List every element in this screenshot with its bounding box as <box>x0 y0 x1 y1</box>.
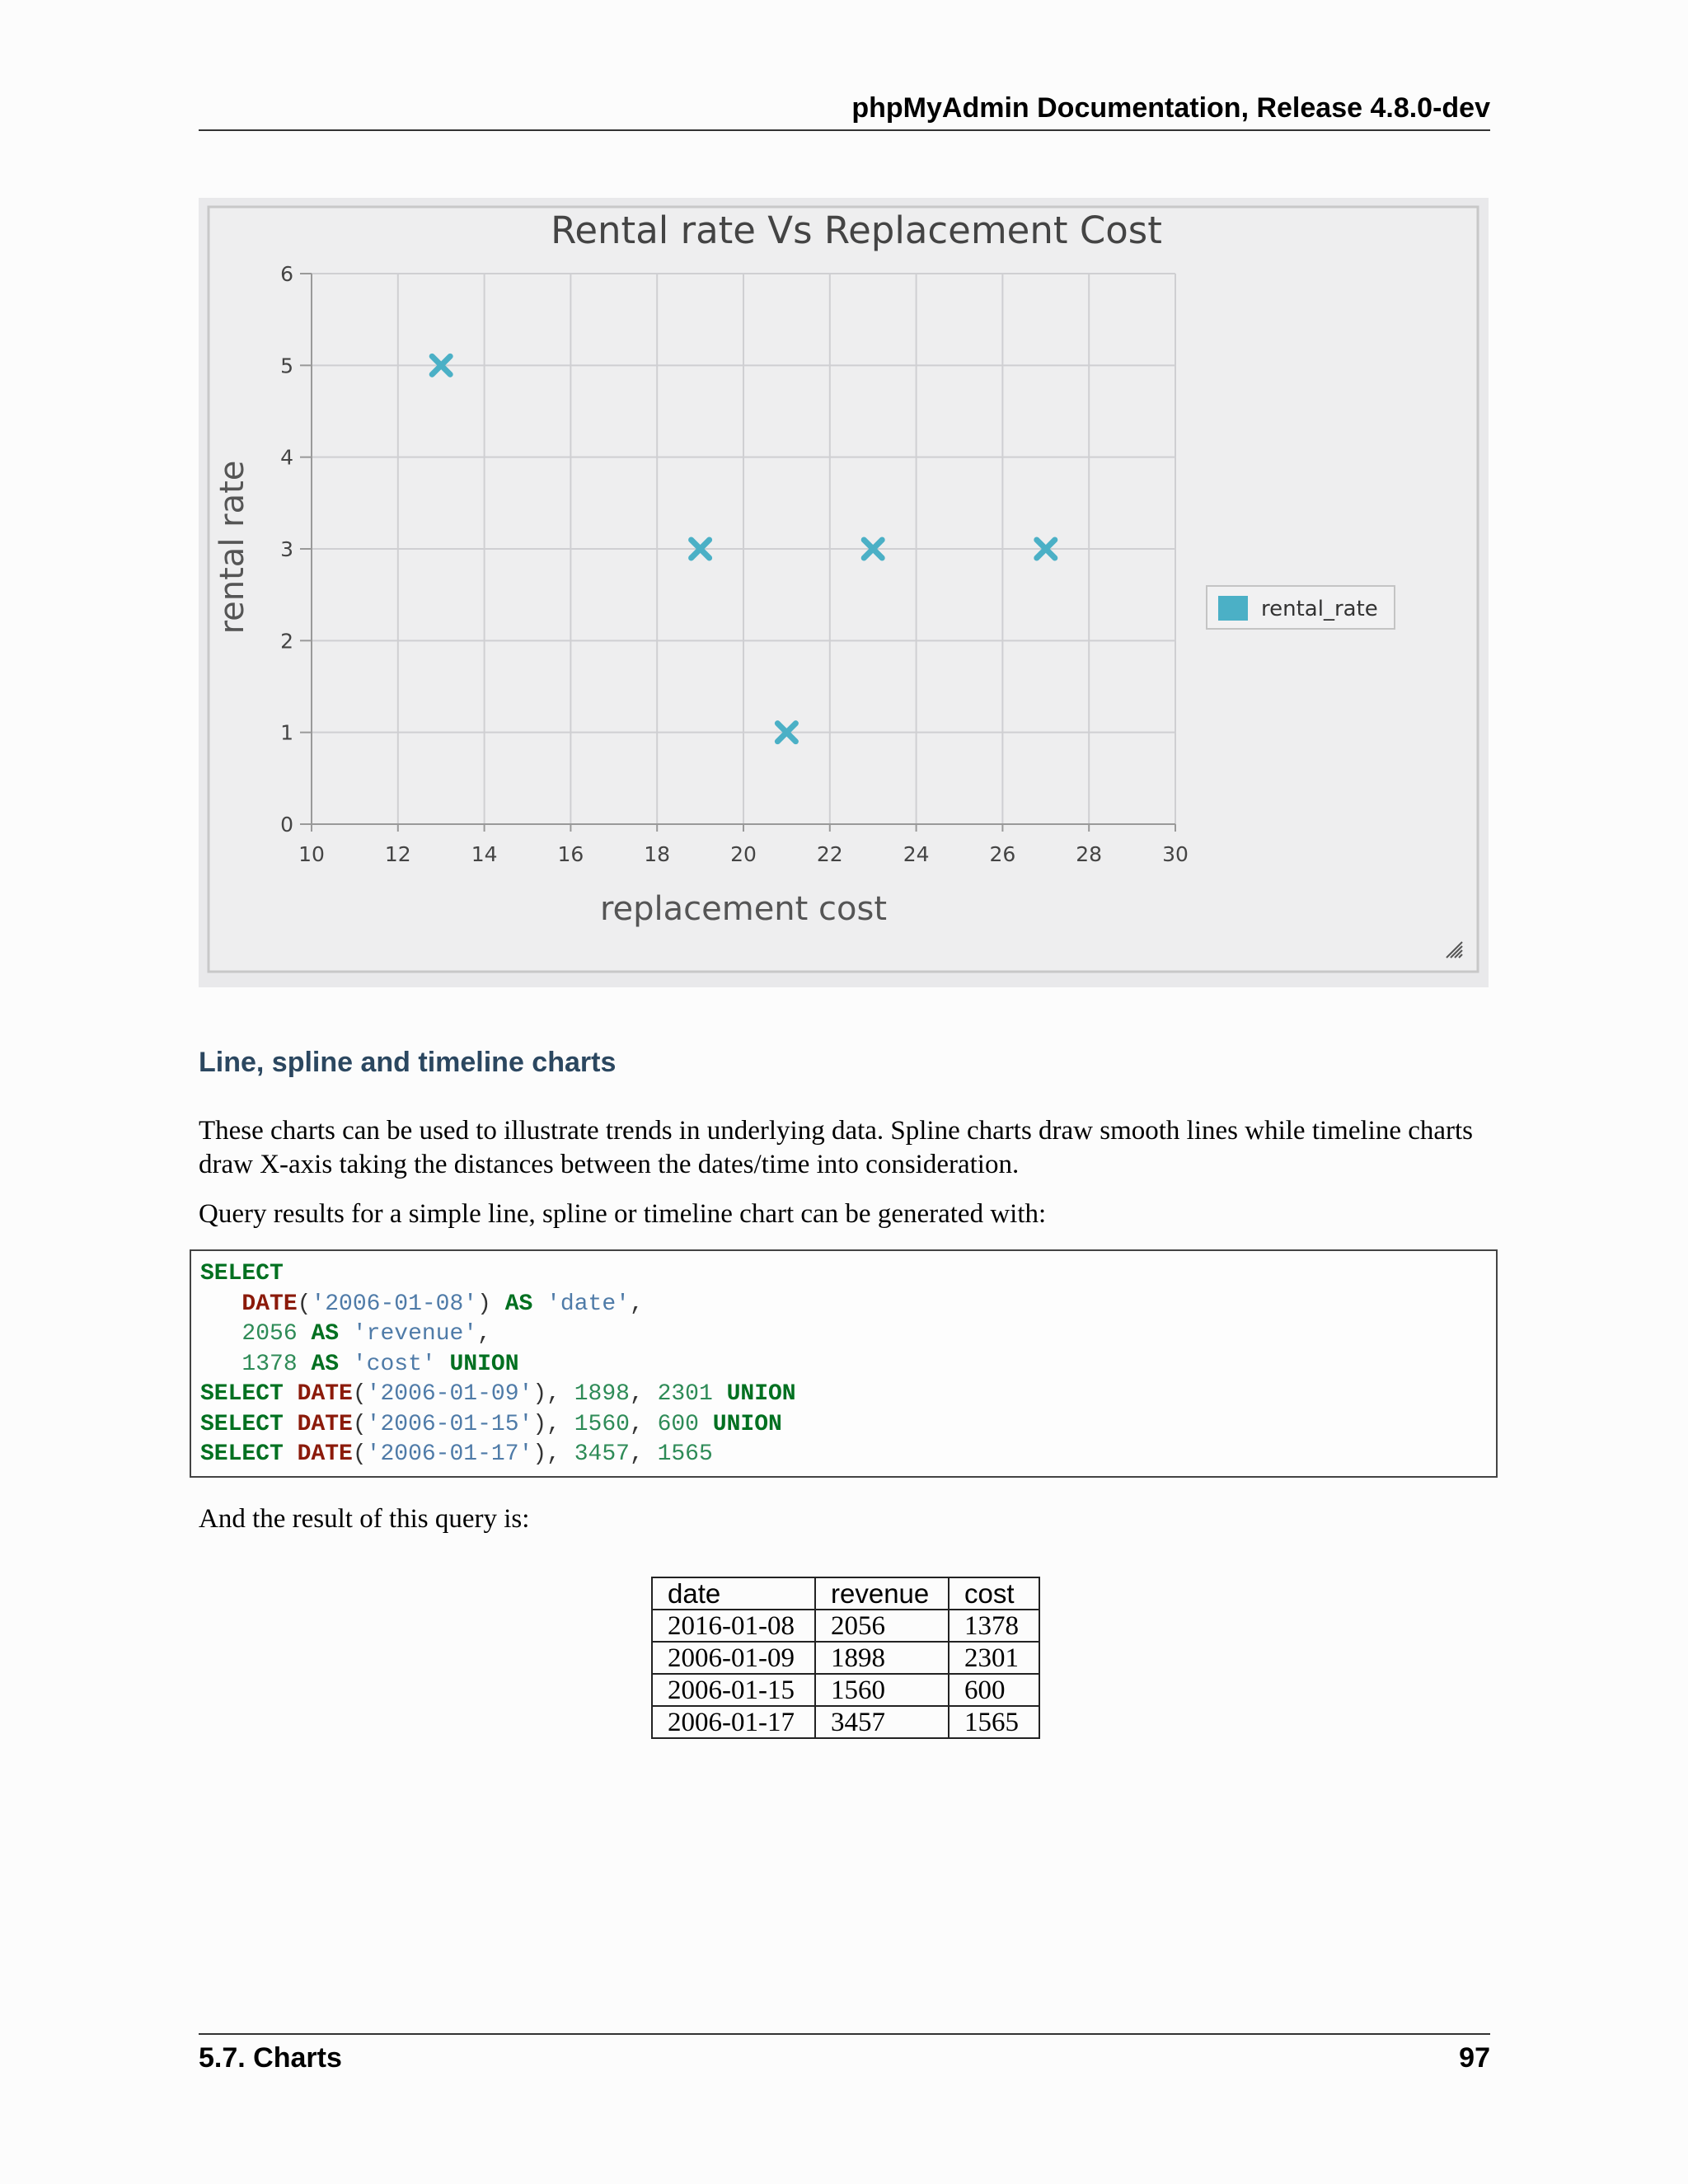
code-token <box>284 1441 298 1467</box>
table-cell: 1560 <box>815 1674 949 1706</box>
code-token <box>339 1352 353 1377</box>
code-token: 1898 <box>574 1381 630 1407</box>
x-axis-label: replacement cost <box>599 890 888 928</box>
table-cell: 2006-01-09 <box>652 1642 815 1674</box>
code-token: , <box>629 1411 658 1437</box>
table-header-row <box>652 1577 1039 1610</box>
code-token: '2006-01-15' <box>366 1411 533 1437</box>
table-header-cell: revenue <box>815 1577 949 1610</box>
table-row <box>652 1642 1039 1674</box>
code-token: AS <box>311 1321 340 1347</box>
code-token <box>339 1321 353 1347</box>
code-token <box>200 1321 241 1347</box>
x-tick-label: 18 <box>644 842 671 866</box>
scatter-chart <box>199 198 1489 987</box>
x-tick-label: 28 <box>1076 842 1103 866</box>
code-line <box>200 1440 1496 1470</box>
table-cell: 600 <box>949 1674 1039 1706</box>
y-tick-label: 2 <box>280 629 293 654</box>
code-token: , <box>629 1441 658 1467</box>
code-token: ), <box>532 1441 574 1467</box>
table-cell: 1378 <box>949 1610 1039 1642</box>
x-tick-label: 22 <box>816 842 843 866</box>
x-tick-label: 16 <box>557 842 584 866</box>
code-token: SELECT <box>200 1411 284 1437</box>
x-tick-label: 14 <box>471 842 498 866</box>
table-cell: 3457 <box>815 1706 949 1738</box>
intro-line-1: These charts can be used to illustrate trends in underlying data. Spline charts draw smooth lines while timeline charts <box>199 1116 1474 1146</box>
code-block <box>190 1249 1498 1478</box>
code-token: ), <box>532 1381 574 1407</box>
table-cell: 2016-01-08 <box>652 1610 815 1642</box>
code-token <box>436 1352 450 1377</box>
code-token: , <box>629 1291 644 1317</box>
code-token: ( <box>352 1411 367 1437</box>
code-token: '2006-01-09' <box>366 1381 533 1407</box>
section-heading: Line, spline and timeline charts <box>199 1047 617 1078</box>
table-row <box>652 1674 1039 1706</box>
code-token: 600 <box>657 1411 699 1437</box>
code-line <box>200 1410 1496 1441</box>
code-token <box>298 1352 312 1377</box>
code-token: AS <box>504 1291 533 1317</box>
code-token: UNION <box>449 1351 519 1377</box>
page-number: 97 <box>1459 2042 1490 2074</box>
x-tick-label: 20 <box>730 842 757 866</box>
code-line <box>200 1350 1496 1380</box>
y-tick-label: 6 <box>280 262 293 286</box>
chart-figure <box>199 198 1489 987</box>
query-intro-paragraph: Query results for a simple line, spline or timeline chart can be generated with: <box>199 1199 1047 1229</box>
code-token <box>200 1291 241 1317</box>
table-cell: 1898 <box>815 1642 949 1674</box>
x-tick-label: 12 <box>384 842 411 866</box>
code-token: 'revenue' <box>352 1321 478 1347</box>
table-cell: 2006-01-17 <box>652 1706 815 1738</box>
code-token: 3457 <box>574 1441 630 1467</box>
code-token: DATE <box>297 1441 353 1467</box>
code-token: 2056 <box>241 1321 298 1347</box>
code-line <box>200 1319 1496 1350</box>
code-token: , <box>629 1381 658 1407</box>
code-token: DATE <box>241 1291 298 1317</box>
code-token: SELECT <box>200 1441 284 1467</box>
code-token <box>713 1381 727 1407</box>
y-axis-label: rental rate <box>213 460 251 635</box>
code-token: SELECT <box>200 1381 284 1407</box>
code-token: ( <box>352 1441 367 1467</box>
y-tick-label: 1 <box>280 720 293 745</box>
code-token <box>298 1321 312 1347</box>
result-table <box>651 1577 1040 1739</box>
code-token: , <box>477 1321 491 1347</box>
code-token: '2006-01-08' <box>311 1291 478 1317</box>
header-rule <box>199 129 1490 131</box>
code-line <box>200 1380 1496 1410</box>
code-token: UNION <box>726 1381 796 1407</box>
table-header-cell: date <box>652 1577 815 1610</box>
code-token: DATE <box>297 1411 353 1437</box>
table-row <box>652 1610 1039 1642</box>
footer-section: 5.7. Charts <box>199 2042 342 2074</box>
intro-line-2: draw X-axis taking the distances between the dates/time into consideration. <box>199 1150 1020 1179</box>
code-token: AS <box>311 1351 340 1377</box>
code-token: '2006-01-17' <box>366 1441 533 1467</box>
code-token: ), <box>532 1411 574 1437</box>
y-tick-label: 3 <box>280 537 293 561</box>
x-tick-label: 26 <box>989 842 1016 866</box>
code-token: 1565 <box>657 1441 713 1467</box>
code-token: SELECT <box>200 1261 284 1286</box>
code-line <box>200 1290 1496 1320</box>
code-token <box>200 1352 241 1377</box>
y-tick-label: 0 <box>280 813 293 837</box>
x-tick-label: 30 <box>1162 842 1189 866</box>
code-token <box>284 1412 298 1437</box>
y-tick-label: 4 <box>280 445 293 470</box>
legend-label: rental_rate <box>1261 597 1378 621</box>
table-row <box>652 1706 1039 1738</box>
table-cell: 2006-01-15 <box>652 1674 815 1706</box>
table-header-cell: cost <box>949 1577 1039 1610</box>
code-token: 1560 <box>574 1411 630 1437</box>
code-token <box>699 1412 713 1437</box>
x-tick-label: 24 <box>903 842 930 866</box>
chart-title: Rental rate Vs Replacement Cost <box>551 209 1162 252</box>
code-token: UNION <box>712 1411 782 1437</box>
code-token <box>284 1381 298 1407</box>
table-cell: 2301 <box>949 1642 1039 1674</box>
intro-paragraph <box>199 1114 1493 1182</box>
code-token <box>532 1291 546 1317</box>
code-token: 'date' <box>546 1291 630 1317</box>
code-token: 'cost' <box>352 1351 436 1377</box>
footer-rule <box>199 2033 1490 2035</box>
code-token: DATE <box>297 1381 353 1407</box>
chart-legend <box>1207 586 1395 629</box>
code-token: 1378 <box>241 1351 298 1377</box>
code-token: ( <box>297 1291 312 1317</box>
result-intro-paragraph: And the result of this query is: <box>199 1504 530 1534</box>
legend-swatch <box>1218 596 1248 621</box>
code-line <box>200 1259 1496 1290</box>
code-token: ( <box>352 1381 367 1407</box>
table-cell: 2056 <box>815 1610 949 1642</box>
code-token: 2301 <box>657 1381 713 1407</box>
y-tick-label: 5 <box>280 354 293 378</box>
code-token: ) <box>477 1291 505 1317</box>
running-header: phpMyAdmin Documentation, Release 4.8.0-dev <box>851 92 1490 124</box>
x-tick-label: 10 <box>298 842 325 866</box>
table-cell: 1565 <box>949 1706 1039 1738</box>
